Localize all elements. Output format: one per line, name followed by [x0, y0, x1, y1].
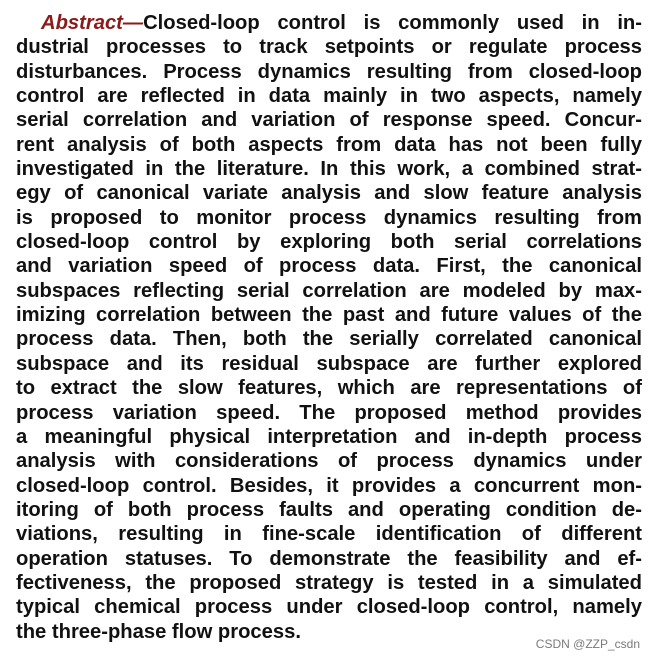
abstract-line: process data. Then, both the serially correlated canonical — [16, 328, 642, 351]
abstract-line: closed-loop control by exploring both serial correlations — [16, 231, 642, 254]
abstract-dash: — — [122, 12, 144, 34]
abstract-line: control are reflected in data mainly in two aspects, namely — [16, 85, 642, 108]
csdn-watermark: CSDN @ZZP_csdn — [535, 637, 640, 651]
abstract-line: and variation speed of process data. First, the canonical — [16, 255, 642, 278]
abstract-line: rent analysis of both aspects from data has not been fully — [16, 133, 642, 156]
abstract-last-line: the three-phase flow process. — [16, 620, 301, 643]
abstract-line: subspaces reflecting serial correlation are modeled by max- — [16, 279, 642, 302]
abstract-line: analysis with considerations of process dynamics under — [16, 450, 642, 473]
abstract-line: dustrial processes to track setpoints or regulate process — [16, 36, 642, 59]
abstract-line: imizing correlation between the past and future values of the — [16, 304, 642, 327]
abstract-line: is proposed to monitor process dynamics resulting from — [16, 206, 642, 229]
abstract-line: process variation speed. The proposed method provides — [16, 401, 642, 424]
abstract-line: typical chemical process under closed-loop control, namely — [16, 596, 642, 619]
abstract-line: investigated in the literature. In this work, a combined strat- — [16, 158, 642, 181]
abstract-first-line-text: Closed-loop control is commonly used in in- — [143, 12, 642, 34]
abstract-line: operation statuses. To demonstrate the feasibility and ef- — [16, 547, 642, 570]
abstract-line: to extract the slow features, which are representations of — [16, 377, 642, 400]
abstract-line: egy of canonical variate analysis and slow feature analysis — [16, 182, 642, 205]
abstract-label: Abstract — [41, 12, 123, 34]
abstract-line: subspace and its residual subspace are further explored — [16, 352, 642, 375]
abstract-line: fectiveness, the proposed strategy is tested in a simulated — [16, 571, 642, 594]
abstract-line: closed-loop control. Besides, it provides a concurrent mon- — [16, 474, 642, 497]
abstract-line: a meaningful physical interpretation and in-depth process — [16, 425, 642, 448]
abstract-line: itoring of both process faults and operating condition de- — [16, 498, 642, 521]
abstract-paragraph — [16, 11, 642, 644]
abstract-line — [16, 11, 642, 35]
abstract-line: serial correlation and variation of response speed. Concur- — [16, 109, 642, 132]
abstract-line: disturbances. Process dynamics resulting from closed-loop — [16, 60, 642, 83]
abstract-line: viations, resulting in fine-scale identification of different — [16, 523, 642, 546]
